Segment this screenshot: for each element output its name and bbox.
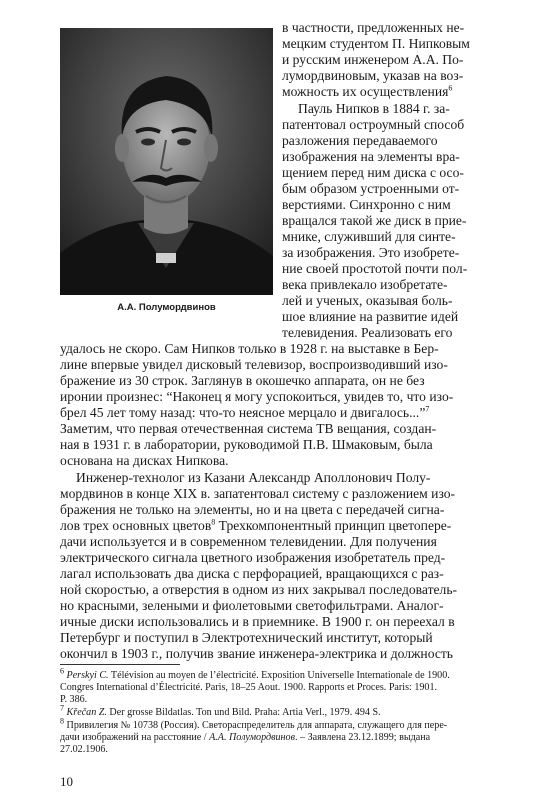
text-line: телевидения. Реализовать его bbox=[282, 325, 453, 340]
footnote-line: Congres International d’Électricité. Paris, 18–25 Aout. 1900. Rapports et Proces. Paris: 1901. bbox=[60, 682, 438, 693]
footnote-line: P. 386. bbox=[60, 694, 88, 705]
footnote-ref-7: 7 bbox=[425, 404, 430, 414]
text-line bbox=[282, 84, 452, 100]
portrait-photo bbox=[60, 28, 273, 295]
text-line: иронии произнес: “Наконец я могу успокоиться, увидев то, что изо- bbox=[60, 389, 454, 404]
text-line: Пауль Нипков в 1884 г. за- bbox=[298, 101, 450, 116]
text-line: мордвинов в конце XIX в. запатентовал систему с разложением изо- bbox=[60, 486, 456, 501]
portrait-illustration bbox=[60, 28, 273, 295]
text-line: и русским инженером А.А. По- bbox=[282, 52, 464, 67]
text-line: в частности, предложенных не- bbox=[282, 20, 465, 35]
footnote-divider bbox=[60, 664, 180, 665]
text-line: основана на дисках Нипкова. bbox=[60, 453, 229, 468]
page-number: 10 bbox=[60, 774, 73, 789]
text-line: изображения на элементы вра- bbox=[282, 149, 460, 164]
text-line: разложения передаваемого bbox=[282, 133, 438, 148]
text-line: электрического сигнала цветного изображения изобретатель пред- bbox=[60, 550, 446, 565]
text-line: вращался такой же диск в прие- bbox=[282, 213, 467, 228]
text-line: лине впервые увидел дисковый телевизор, воспроизводивший изо- bbox=[60, 357, 448, 372]
text-line: ная в 1931 г. в лаборатории, руководимой П.В. Шмаковым, была bbox=[60, 437, 433, 452]
text-line: Инженер-технолог из Казани Александр Аполлонович Полу- bbox=[76, 470, 431, 485]
text-line: за изображения. Это изобрете- bbox=[282, 245, 460, 260]
text-line: дачи используется и в современном телевидении. Для получения bbox=[60, 534, 437, 549]
text-span: брел 45 лет тому назад: что-то неясное мерцало и двигалось...” bbox=[60, 405, 426, 420]
footnote-author: А.А. Полумордвинов bbox=[209, 732, 295, 743]
text-line: верстиями. Синхронно с ним bbox=[282, 197, 451, 212]
footnote-6 bbox=[60, 666, 450, 682]
text-line: но красными, зелеными и фиолетовыми светофильтрами. Аналог- bbox=[60, 598, 444, 613]
footnote-text: Télévision au moyen de l’électricité. Exposition Universelle Internationale de 1900. bbox=[108, 670, 450, 681]
text-line: лумордвиновым, указав на воз- bbox=[282, 68, 464, 83]
footnote-ref-6: 6 bbox=[448, 83, 453, 93]
text-line: бым образом устроенными от- bbox=[282, 181, 460, 196]
footnote-number: 7 bbox=[60, 703, 64, 713]
footnote-line: 27.02.1906. bbox=[60, 744, 108, 755]
text-line: патентовал остроумный способ bbox=[282, 117, 465, 132]
footnote-text: . – Заявлена 23.12.1899; выдана bbox=[294, 732, 431, 743]
text-line: ние своей простотой почти пол- bbox=[282, 261, 468, 276]
text-line: лей и ученых, оказывая боль- bbox=[282, 293, 453, 308]
footnote-7 bbox=[60, 703, 381, 719]
text-line: окончил в 1903 г., получив звание инженера-электрика и должность bbox=[60, 646, 454, 661]
footnote-text: Der grosse Bildatlas. Ton und Bild. Praha: Artia Verl., 1979. 494 S. bbox=[106, 707, 381, 718]
text-line: шое влияние на развитие идей bbox=[282, 309, 459, 324]
footnote-author: Křečan Z. bbox=[66, 707, 107, 718]
text-line: мецким студентом П. Нипковым bbox=[282, 36, 470, 51]
text-span: лов трех основных цветов bbox=[60, 518, 212, 533]
footnote-number: 8 bbox=[60, 716, 64, 726]
text-line: Петербург и поступил в Электротехнический институт, который bbox=[60, 630, 433, 645]
text-line: бражения не только на элементы, но и на цвета с передачей сигна- bbox=[60, 502, 445, 517]
text-line bbox=[60, 405, 429, 421]
text-span: можность их осуществления bbox=[282, 84, 449, 99]
footnote-line bbox=[60, 732, 430, 744]
text-span: Трехкомпонентный принцип цветопере- bbox=[218, 518, 452, 533]
text-line: ичные диски использовались и в приемнике. В 1900 г. он переехал в bbox=[60, 614, 455, 629]
footnote-number: 6 bbox=[60, 666, 64, 676]
footnote-text: Привилегия № 10738 (Россия). Светораспределитель для аппарата, служащего для пере- bbox=[64, 720, 448, 731]
text-line: удалось не скоро. Сам Нипков только в 1928 г. на выставке в Бер- bbox=[60, 341, 439, 356]
text-line: Заметим, что первая отечественная система ТВ вещания, создан- bbox=[60, 421, 437, 436]
text-line: лагал использовать два диска с перфорацией, вращающихся с раз- bbox=[60, 566, 444, 581]
text-line: щением перед ним диска с осо- bbox=[282, 165, 464, 180]
footnote-text: дачи изображений на расстояние / bbox=[60, 732, 210, 743]
footnote-ref-8: 8 bbox=[211, 517, 216, 527]
text-line: века привлекало изобретате- bbox=[282, 277, 448, 292]
text-line: ной скоростью, а отверстия в одном из них закрывал последователь- bbox=[60, 582, 458, 597]
footnote-8 bbox=[60, 716, 448, 732]
text-line bbox=[60, 518, 451, 534]
text-line: мнике, служивший для синте- bbox=[282, 229, 456, 244]
text-line: бражение из 30 строк. Заглянув в окошечко аппарата, он не без bbox=[60, 373, 425, 388]
footnote-author: Perskyi C. bbox=[66, 670, 109, 681]
photo-caption: А.А. Полумордвинов bbox=[117, 302, 216, 313]
